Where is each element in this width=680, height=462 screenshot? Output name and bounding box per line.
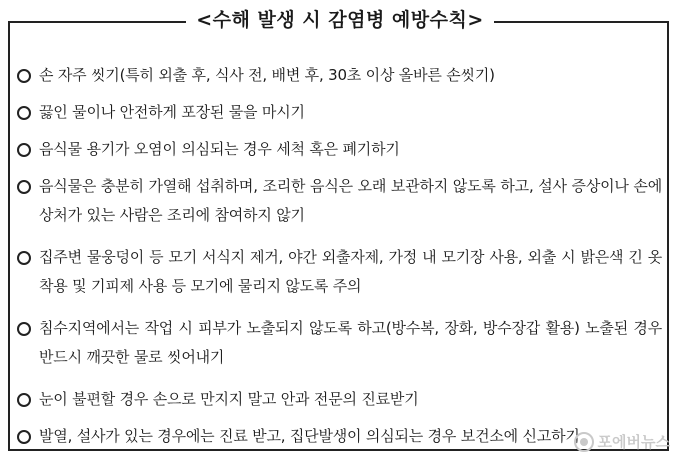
rule-text: 음식물은 충분히 가열해 섭취하며, 조리한 음식은 오래 보관하지 않도록 하고, 설사 증상이나 손에 상처가 있는 사람은 조리에 참여하지 않기: [39, 177, 662, 224]
circle-bullet-icon: [17, 393, 31, 407]
rule-text: 집주변 물웅덩이 등 모기 서식지 제거, 야간 외출자제, 가정 내 모기장 사용, 외출 시 밝은색 긴 옷 착용 및 기피제 사용 등 모기에 물리지 않도록 주의: [39, 248, 662, 295]
rule-text: 눈이 불편할 경우 손으로 만지지 말고 안과 전문의 진료받기: [39, 390, 419, 408]
notice-title: <수해 발생 시 감염병 예방수칙>: [186, 9, 494, 31]
rule-text: 침수지역에서는 작업 시 피부가 노출되지 않도록 하고(방수복, 장화, 방수장갑 활용) 노출된 경우 반드시 깨끗한 물로 씻어내기: [39, 319, 662, 366]
circle-bullet-icon: [17, 180, 31, 194]
logo-circle-icon: [574, 432, 594, 452]
rule-item: [17, 385, 662, 422]
circle-bullet-icon: [17, 430, 31, 444]
circle-bullet-icon: [17, 322, 31, 336]
rule-item: [17, 172, 662, 243]
rule-text: 발열, 설사가 있는 경우에는 진료 받고, 집단발생이 의심되는 경우 보건소에 신고하기: [39, 427, 580, 445]
rule-item: [17, 314, 662, 385]
rule-item: [17, 422, 662, 459]
circle-bullet-icon: [17, 69, 31, 83]
watermark: [574, 431, 670, 452]
rule-item: [17, 243, 662, 314]
rule-item: [17, 61, 662, 98]
rule-text: 음식물 용기가 오염이 의심되는 경우 세척 혹은 폐기하기: [39, 140, 400, 158]
rule-text: 손 자주 씻기(특히 외출 후, 식사 전, 배변 후, 30초 이상 올바른 손씻기): [39, 66, 495, 84]
circle-bullet-icon: [17, 106, 31, 120]
watermark-text: 포에버뉴스: [597, 433, 670, 451]
circle-bullet-icon: [17, 143, 31, 157]
rule-text: 끓인 물이나 안전하게 포장된 물을 마시기: [39, 103, 305, 121]
rules-list: [17, 61, 662, 459]
rule-item: [17, 135, 662, 172]
rule-item: [17, 98, 662, 135]
notice-title-wrapper: [0, 5, 680, 32]
circle-bullet-icon: [17, 251, 31, 265]
